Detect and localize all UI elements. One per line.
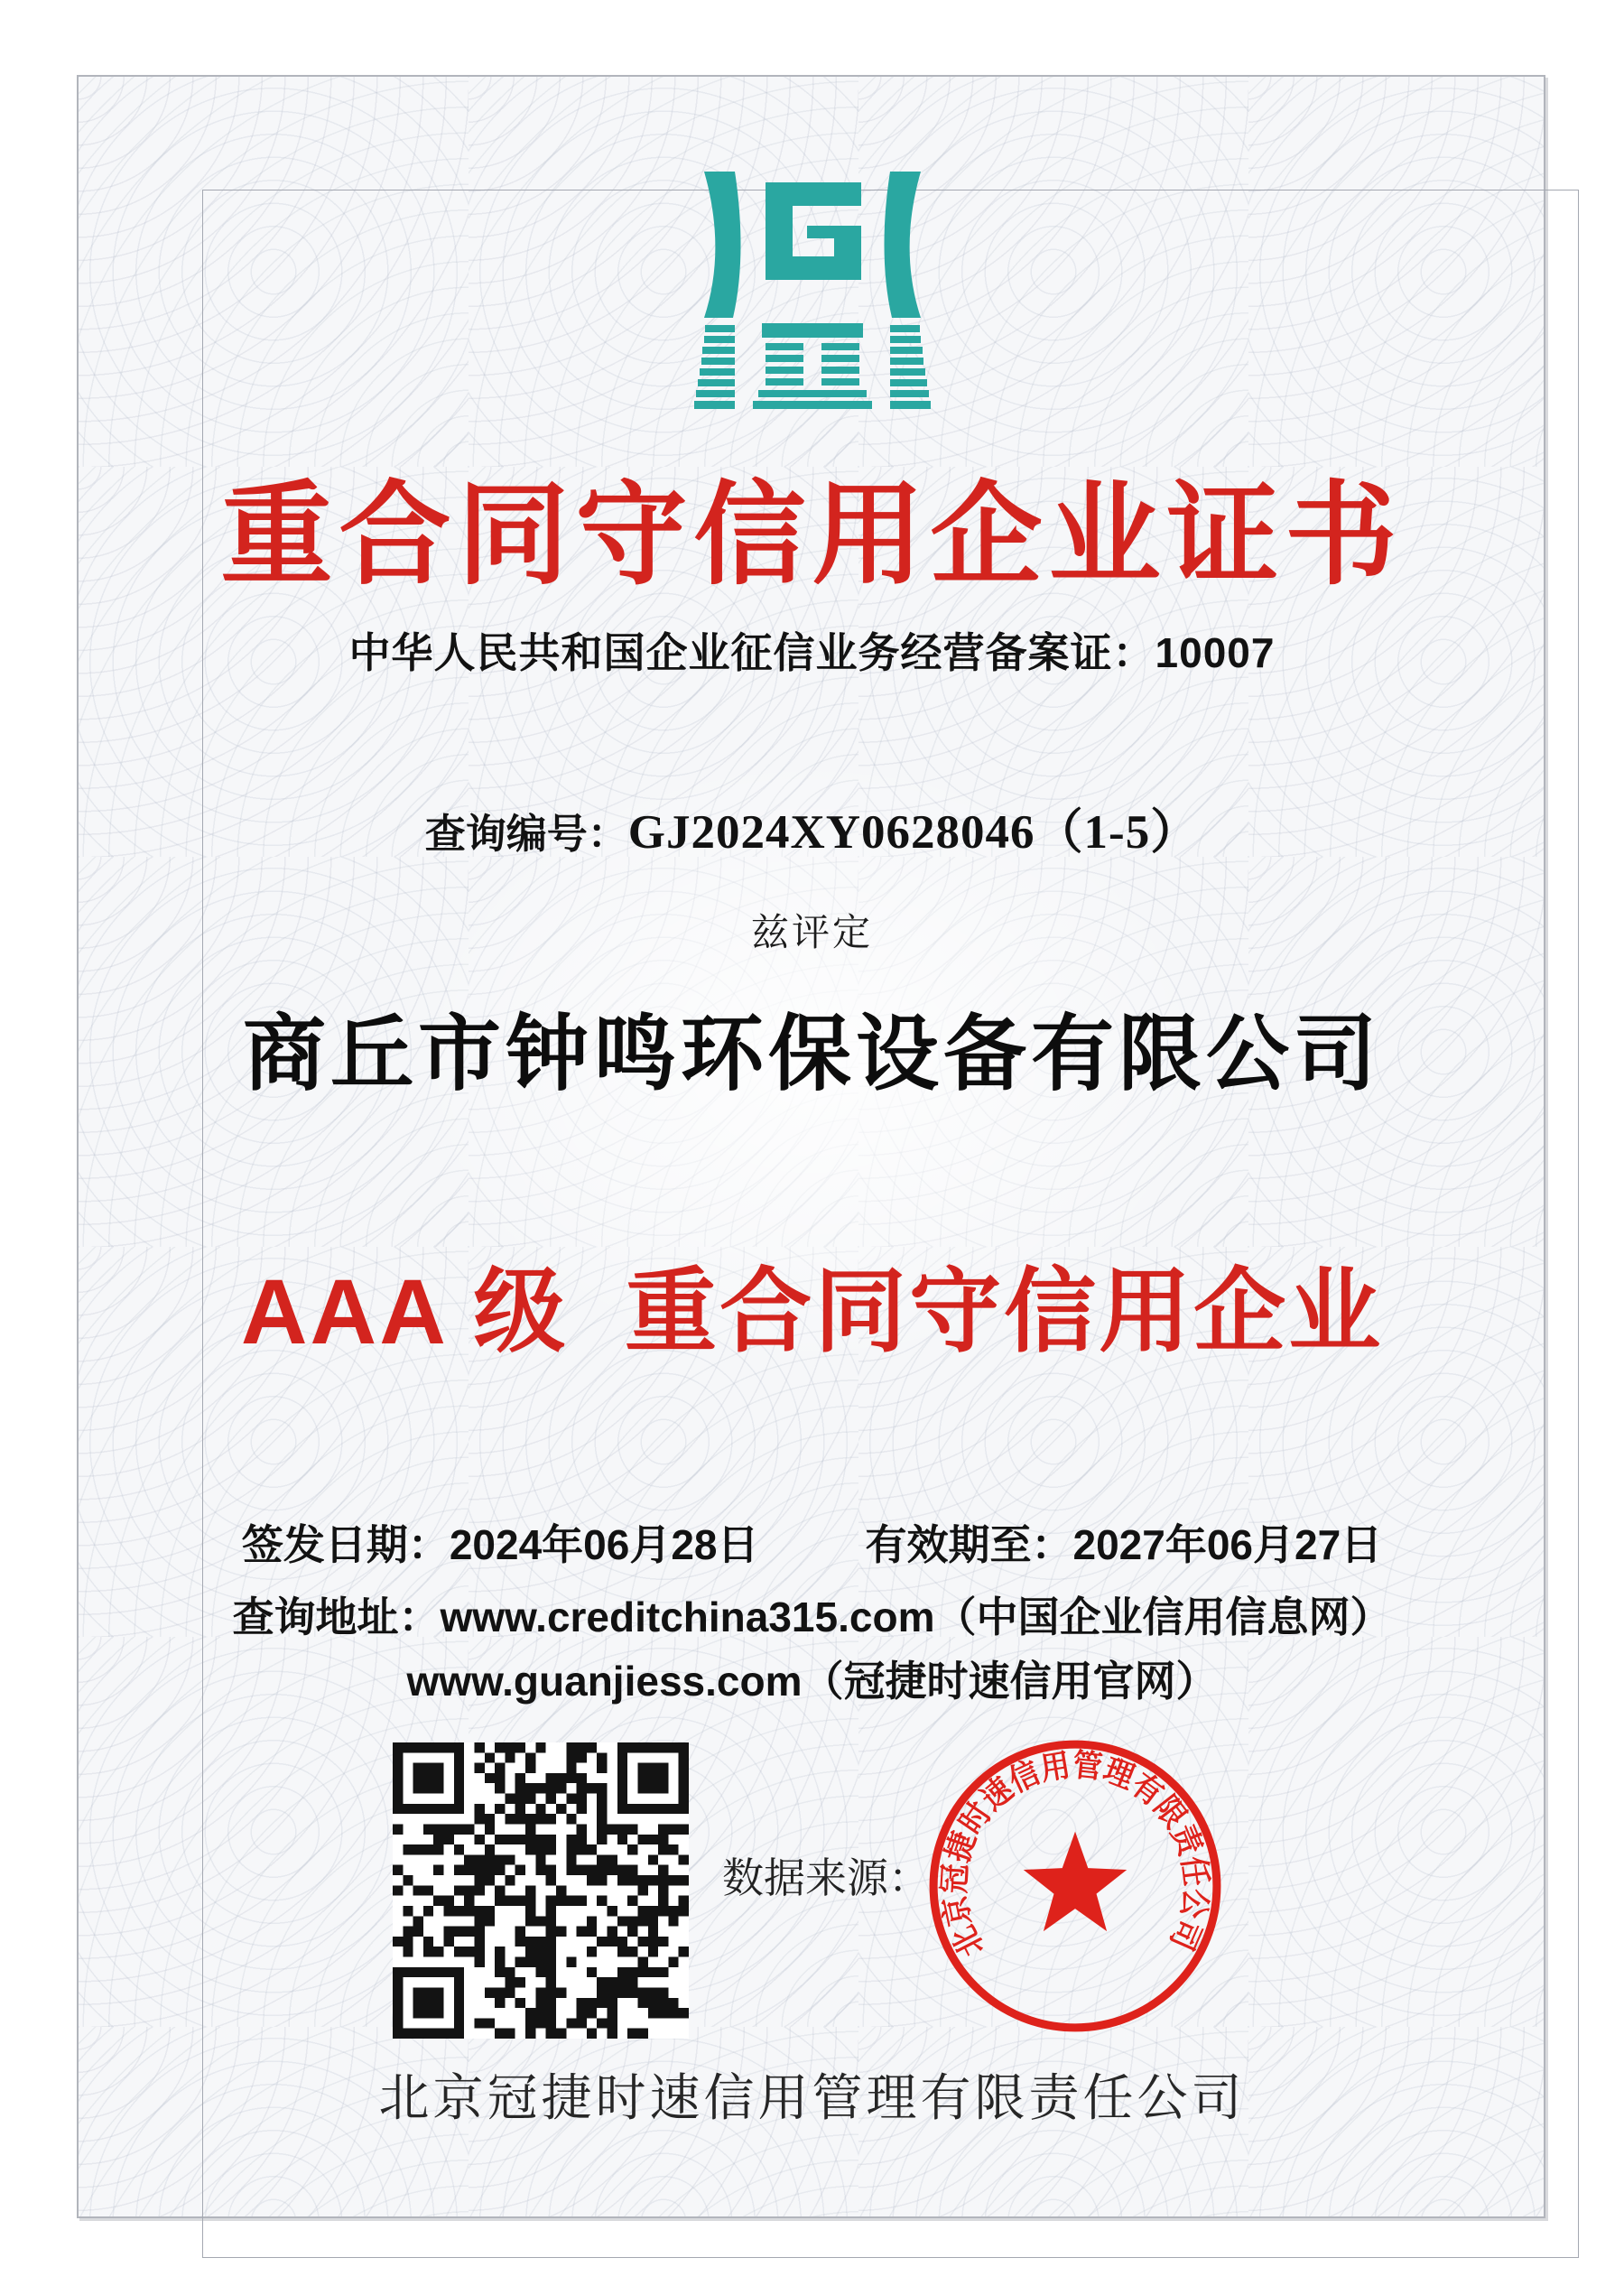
issue-date-value: 2024年06月28日 [449,1521,759,1568]
query-address-line1 [0,1593,1624,1640]
company-seal-icon [919,1730,1231,2042]
seal-star [1024,1832,1127,1931]
certificate-title: 重合同守信用企业证书 [220,473,1404,598]
data-source-label: 数据来源： [722,1855,930,1901]
query-address-line2: www.guanjiess.com（冠捷时速信用官网） [406,1658,1218,1705]
rating-line: AAA 级 重合同守信用企业 [240,1260,1384,1363]
certificate-subtitle: 中华人民共和国企业征信业务经营备案证：10007 [348,629,1276,676]
issue-date-label: 签发日期： [241,1521,450,1568]
issue-date [241,1521,759,1568]
qr-code-icon [393,1742,689,2039]
guanjie-logo-icon [693,172,932,412]
valid-until-value: 2027年06月27日 [1072,1521,1383,1568]
dates-row [0,1521,1624,1568]
valid-until [865,1521,1383,1568]
hereby-text: 兹评定 [750,911,873,953]
query-number-value: GJ2024XY0628046（1-5） [627,806,1200,859]
company-name: 商丘市钟鸣环保设备有限公司 [242,1008,1381,1101]
issuer-name: 北京冠捷时速信用管理有限责任公司 [378,2069,1246,2126]
logo-container [0,172,1624,416]
valid-until-label: 有效期至： [865,1521,1073,1568]
query-number-label: 查询编号： [424,811,628,857]
seal-arc-text: 北京冠捷时速信用管理有限责任公司 [936,1747,1214,1963]
query-address-url1: www.creditchina315.com（中国企业信用信息网） [440,1593,1392,1640]
query-address-label: 查询地址： [232,1593,441,1640]
query-number-line [0,806,1624,859]
